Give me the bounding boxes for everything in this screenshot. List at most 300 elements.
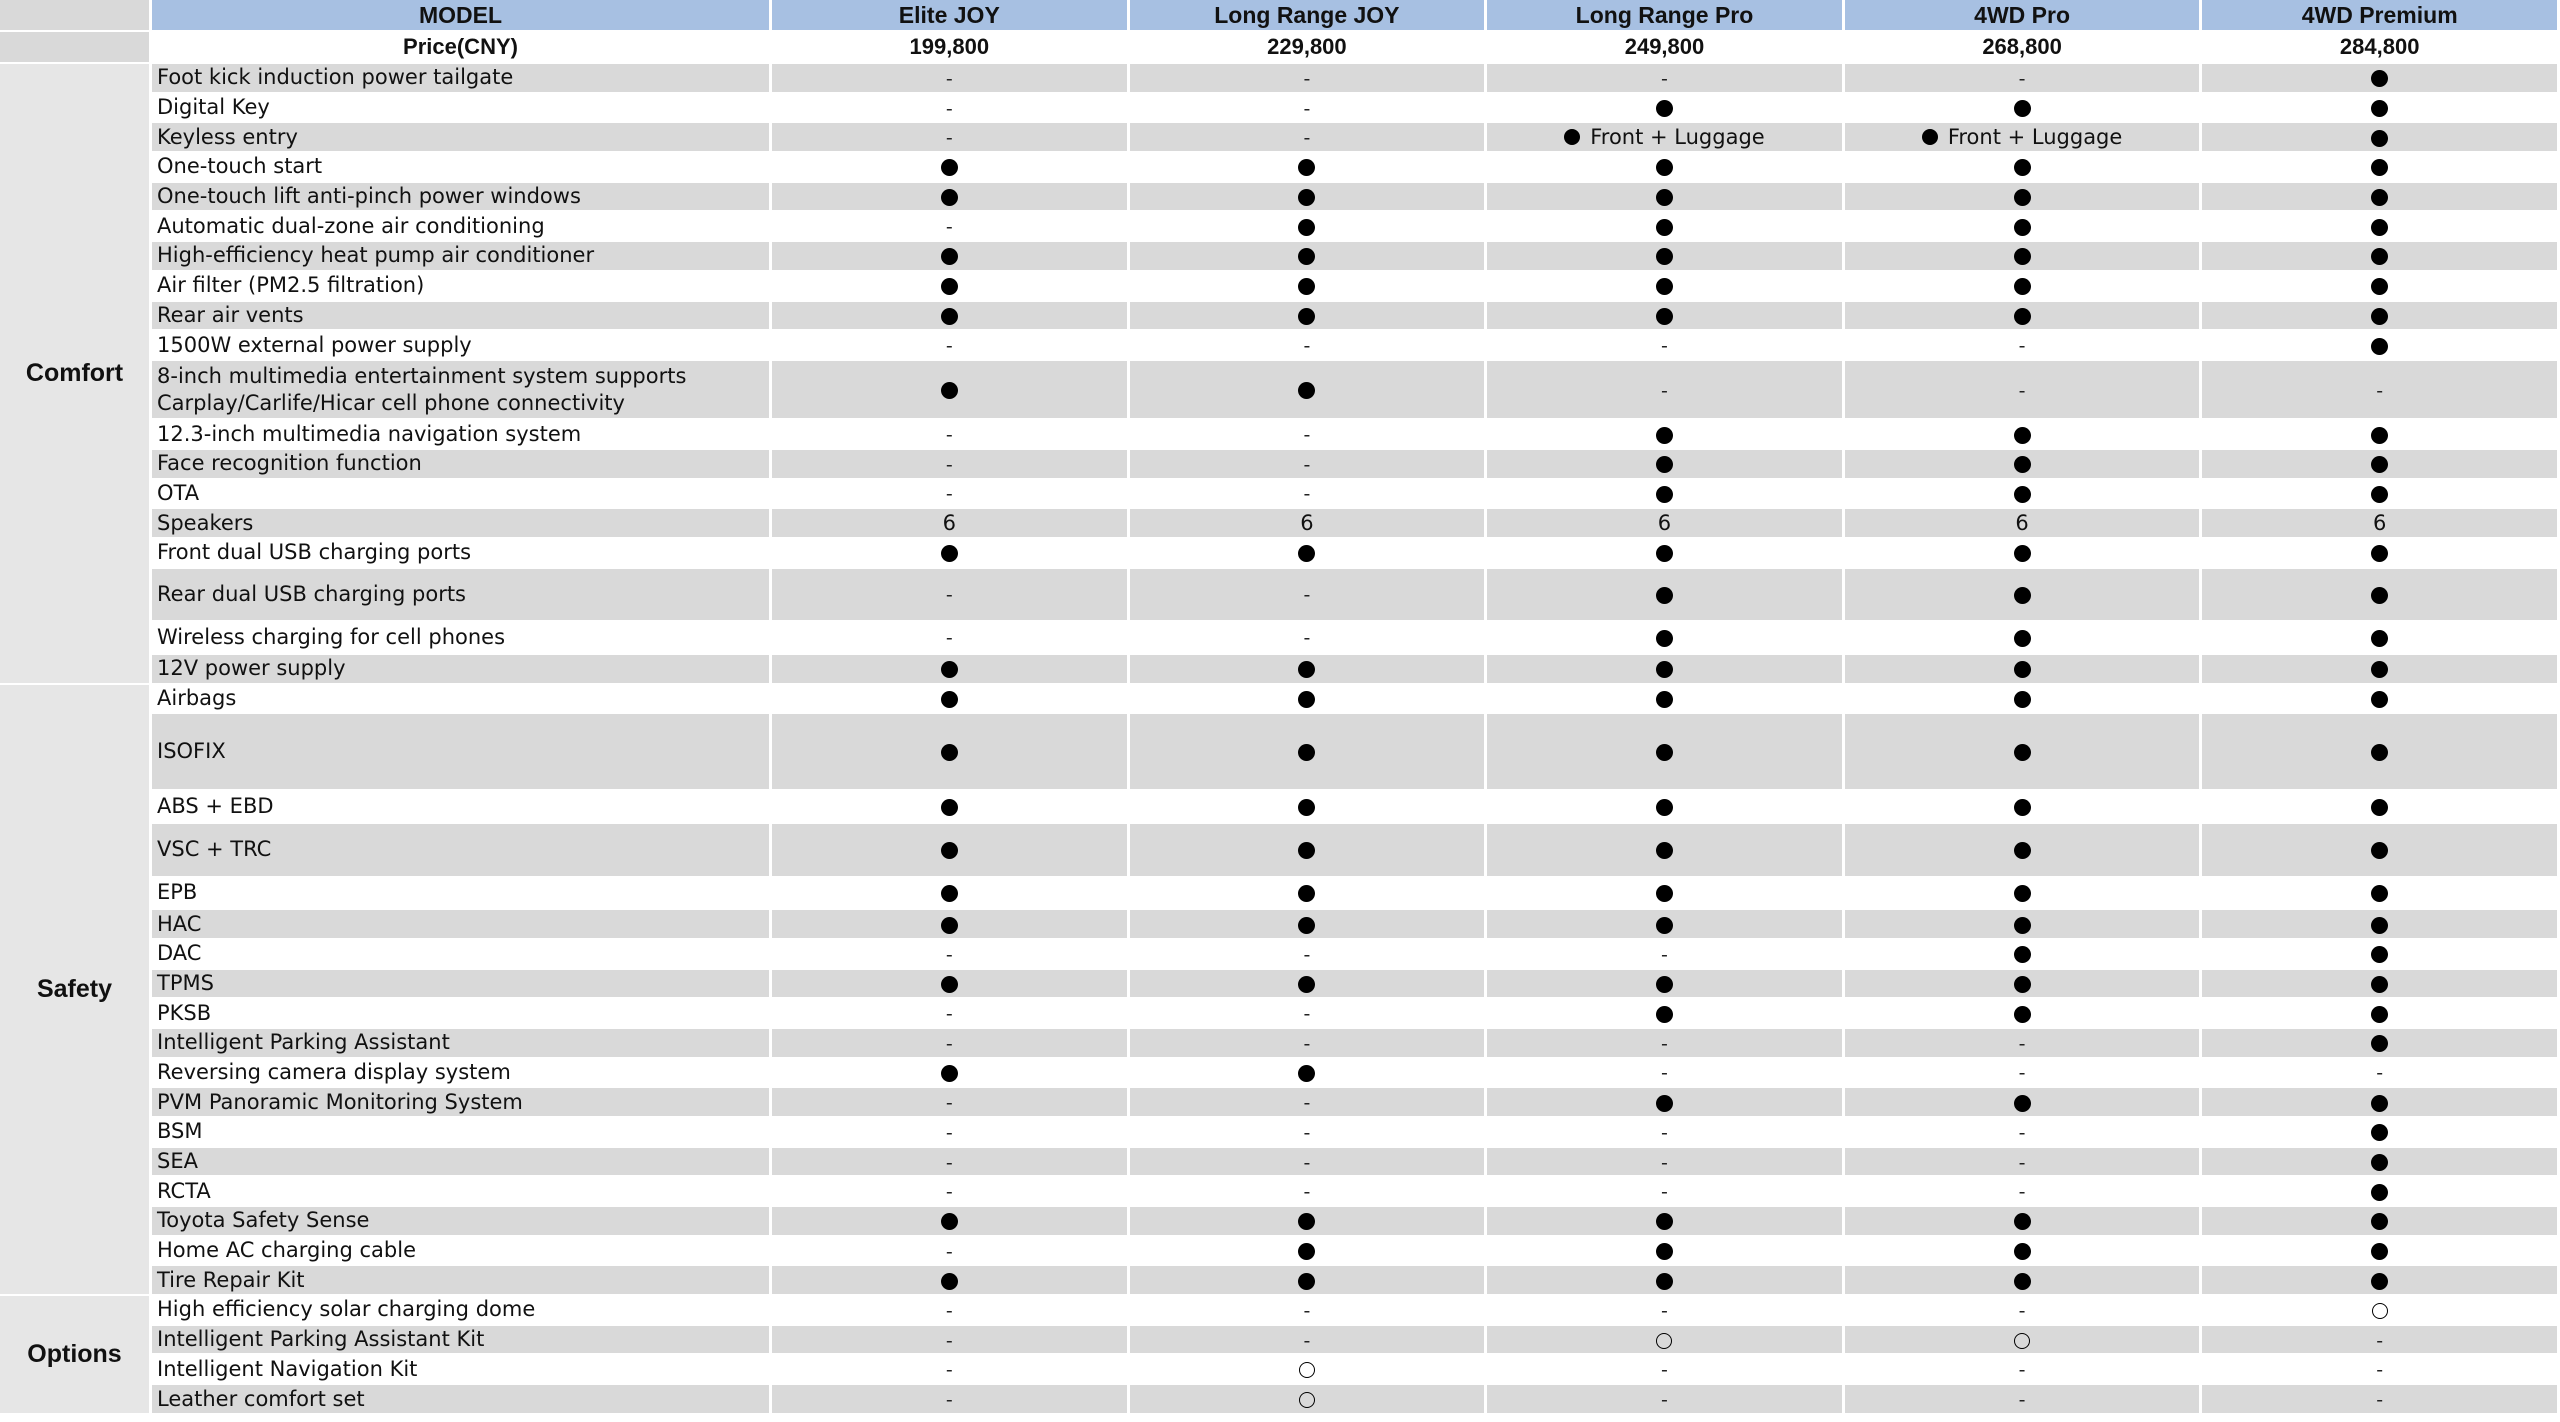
standard-dot-icon xyxy=(1298,545,1315,562)
model-header-row xyxy=(0,0,2560,32)
standard-dot-icon xyxy=(2014,661,2031,678)
standard-feature-cell xyxy=(1487,791,1845,824)
feature-row xyxy=(0,1207,2560,1237)
standard-feature-cell xyxy=(1845,824,2203,877)
not-available-cell xyxy=(772,1326,1130,1356)
standard-dot-icon xyxy=(1298,189,1315,206)
standard-feature-cell xyxy=(772,153,1130,183)
not-available-cell xyxy=(2202,1059,2560,1089)
not-available-cell xyxy=(1845,1296,2203,1326)
standard-feature-cell xyxy=(1845,212,2203,242)
feature-label: Face recognition function xyxy=(152,450,772,480)
feature-label: ABS + EBD xyxy=(152,791,772,824)
not-available-cell xyxy=(772,1148,1130,1178)
not-available-cell xyxy=(1845,331,2203,361)
standard-feature-cell xyxy=(1845,622,2203,655)
standard-feature-cell xyxy=(772,183,1130,213)
feature-label: PVM Panoramic Monitoring System xyxy=(152,1088,772,1118)
standard-dot-icon xyxy=(2014,456,2031,473)
standard-dot-icon xyxy=(2014,976,2031,993)
standard-feature-cell xyxy=(2202,183,2560,213)
value-cell xyxy=(1845,509,2203,539)
model-price: 249,800 xyxy=(1487,32,1845,64)
standard-dot-icon xyxy=(2371,917,2388,934)
model-column-label: MODEL xyxy=(152,0,772,32)
feature-label: Digital Key xyxy=(152,94,772,124)
standard-feature-cell xyxy=(1845,714,2203,791)
not-available-dash: - xyxy=(1661,1181,1668,1204)
standard-feature-cell xyxy=(1845,1266,2203,1296)
feature-row xyxy=(0,1355,2560,1385)
standard-feature-cell xyxy=(1130,1237,1488,1267)
feature-label: 12V power supply xyxy=(152,655,772,685)
feature-label: High-efficiency heat pump air conditioner xyxy=(152,242,772,272)
standard-feature-cell xyxy=(2202,212,2560,242)
not-available-dash: - xyxy=(1303,1329,1311,1352)
not-available-cell xyxy=(1130,999,1488,1029)
not-available-dash: - xyxy=(2018,1151,2026,1174)
not-available-dash: - xyxy=(1303,483,1311,506)
not-available-dash: - xyxy=(945,67,953,90)
not-available-dash: - xyxy=(1661,335,1668,358)
not-available-cell xyxy=(1487,940,1845,970)
standard-dot-icon xyxy=(1298,308,1315,325)
not-available-dash: - xyxy=(2376,1062,2384,1085)
standard-feature-cell xyxy=(1487,910,1845,940)
standard-feature-cell xyxy=(1487,622,1845,655)
standard-dot-icon xyxy=(1298,278,1315,295)
standard-dot-icon xyxy=(1656,456,1673,473)
optional-ring-icon xyxy=(2014,1333,2030,1349)
standard-dot-icon xyxy=(1656,427,1673,444)
standard-feature-cell xyxy=(1845,940,2203,970)
standard-feature-cell xyxy=(1845,94,2203,124)
standard-dot-icon xyxy=(941,1213,958,1230)
price-row xyxy=(0,32,2560,64)
standard-dot-icon xyxy=(2014,744,2031,761)
standard-feature-cell xyxy=(1845,569,2203,622)
standard-dot-icon xyxy=(1298,885,1315,902)
feature-row xyxy=(0,480,2560,510)
standard-feature-cell xyxy=(1845,655,2203,685)
standard-dot-icon xyxy=(2371,219,2388,236)
standard-dot-icon xyxy=(2371,545,2388,562)
standard-feature-cell xyxy=(2202,714,2560,791)
not-available-cell xyxy=(2202,361,2560,420)
standard-feature-cell xyxy=(1487,420,1845,450)
standard-dot-icon xyxy=(1298,1273,1315,1290)
not-available-dash: - xyxy=(1661,1062,1668,1085)
standard-feature-cell xyxy=(2202,1029,2560,1059)
standard-feature-cell xyxy=(2202,302,2560,332)
standard-feature-cell xyxy=(772,539,1130,569)
optional-feature-cell xyxy=(1130,1385,1488,1415)
standard-feature-note-cell xyxy=(1487,123,1845,153)
not-available-cell xyxy=(1487,331,1845,361)
standard-dot-icon xyxy=(1656,100,1673,117)
not-available-cell xyxy=(1130,331,1488,361)
standard-dot-icon xyxy=(941,308,958,325)
standard-feature-cell xyxy=(1130,824,1488,877)
not-available-cell xyxy=(772,94,1130,124)
standard-feature-cell xyxy=(1487,1207,1845,1237)
standard-feature-cell xyxy=(1130,655,1488,685)
not-available-cell xyxy=(772,622,1130,655)
standard-feature-cell xyxy=(1487,1088,1845,1118)
standard-dot-icon xyxy=(2371,308,2388,325)
feature-label: PKSB xyxy=(152,999,772,1029)
value-cell xyxy=(2202,509,2560,539)
price-label: Price(CNY) xyxy=(152,32,772,64)
not-available-cell xyxy=(1130,622,1488,655)
standard-feature-cell xyxy=(2202,655,2560,685)
feature-row xyxy=(0,1088,2560,1118)
feature-label: Speakers xyxy=(152,509,772,539)
not-available-dash: - xyxy=(1661,1359,1668,1382)
standard-dot-icon xyxy=(2014,219,2031,236)
standard-dot-icon xyxy=(1298,382,1315,399)
standard-feature-cell xyxy=(1130,272,1488,302)
standard-dot-icon xyxy=(2014,1243,2031,1260)
not-available-dash: - xyxy=(945,1389,953,1412)
not-available-dash: - xyxy=(945,1299,953,1322)
not-available-cell xyxy=(1845,1148,2203,1178)
standard-dot-icon xyxy=(2371,976,2388,993)
not-available-cell xyxy=(1487,1059,1845,1089)
standard-feature-cell xyxy=(1487,94,1845,124)
optional-feature-cell xyxy=(1487,1326,1845,1356)
not-available-dash: - xyxy=(945,1092,953,1115)
standard-dot-icon xyxy=(2014,1213,2031,1230)
standard-feature-cell xyxy=(1130,183,1488,213)
not-available-dash: - xyxy=(2018,1032,2026,1055)
feature-row xyxy=(0,64,2560,94)
optional-feature-cell xyxy=(1130,1355,1488,1385)
standard-feature-cell xyxy=(2202,153,2560,183)
standard-dot-icon xyxy=(1656,587,1673,604)
value-cell xyxy=(1487,509,1845,539)
standard-dot-icon xyxy=(2371,744,2388,761)
standard-feature-cell xyxy=(2202,450,2560,480)
feature-row xyxy=(0,999,2560,1029)
standard-dot-icon xyxy=(2014,917,2031,934)
not-available-cell xyxy=(772,212,1130,242)
standard-dot-icon xyxy=(941,248,958,265)
standard-feature-cell xyxy=(1845,970,2203,1000)
standard-feature-cell xyxy=(1130,791,1488,824)
not-available-dash: - xyxy=(945,1240,953,1263)
standard-dot-icon xyxy=(2371,159,2388,176)
standard-dot-icon xyxy=(2014,799,2031,816)
not-available-dash: - xyxy=(2018,67,2026,90)
category-label: Safety xyxy=(0,685,152,1297)
feature-label: VSC + TRC xyxy=(152,824,772,877)
standard-feature-cell xyxy=(2202,1148,2560,1178)
feature-label: Reversing camera display system xyxy=(152,1059,772,1089)
not-available-cell xyxy=(1487,1355,1845,1385)
feature-label: 12.3-inch multimedia navigation system xyxy=(152,420,772,450)
standard-feature-cell xyxy=(772,714,1130,791)
standard-feature-cell xyxy=(1845,242,2203,272)
feature-row xyxy=(0,569,2560,622)
model-name-header: Long Range Pro xyxy=(1487,0,1845,32)
feature-label: Automatic dual-zone air conditioning xyxy=(152,212,772,242)
not-available-dash: - xyxy=(1303,943,1311,966)
standard-dot-icon xyxy=(1656,189,1673,206)
feature-row xyxy=(0,1148,2560,1178)
standard-dot-icon xyxy=(2371,486,2388,503)
feature-row xyxy=(0,655,2560,685)
not-available-dash: - xyxy=(2376,379,2384,402)
standard-feature-cell xyxy=(772,791,1130,824)
feature-label: Wireless charging for cell phones xyxy=(152,622,772,655)
feature-row xyxy=(0,1296,2560,1326)
standard-feature-cell xyxy=(1130,1059,1488,1089)
not-available-cell xyxy=(1130,94,1488,124)
not-available-dash: - xyxy=(1303,1299,1311,1322)
not-available-dash: - xyxy=(2376,1329,2384,1352)
feature-row xyxy=(0,824,2560,877)
standard-feature-cell xyxy=(772,361,1130,420)
standard-dot-icon xyxy=(2371,1154,2388,1171)
standard-feature-cell xyxy=(1487,1266,1845,1296)
standard-feature-cell xyxy=(1845,1088,2203,1118)
model-price: 268,800 xyxy=(1845,32,2203,64)
standard-dot-icon xyxy=(2014,545,2031,562)
not-available-dash: - xyxy=(945,424,953,447)
feature-label: HAC xyxy=(152,910,772,940)
standard-dot-icon xyxy=(2014,278,2031,295)
standard-feature-cell xyxy=(1487,999,1845,1029)
standard-dot-icon xyxy=(2014,1273,2031,1290)
category-label: Options xyxy=(0,1296,152,1415)
standard-dot-icon xyxy=(941,744,958,761)
not-available-dash: - xyxy=(1661,1299,1668,1322)
feature-label: Intelligent Parking Assistant Kit xyxy=(152,1326,772,1356)
standard-feature-cell xyxy=(1487,153,1845,183)
not-available-cell xyxy=(1130,940,1488,970)
feature-label: Toyota Safety Sense xyxy=(152,1207,772,1237)
feature-value: 6 xyxy=(1657,511,1672,536)
not-available-dash: - xyxy=(945,97,953,120)
standard-feature-cell xyxy=(1130,1266,1488,1296)
feature-row xyxy=(0,1118,2560,1148)
optional-ring-icon xyxy=(1656,1333,1672,1349)
standard-dot-icon xyxy=(2371,70,2388,87)
standard-feature-note-cell xyxy=(1845,123,2203,153)
not-available-dash: - xyxy=(1661,67,1668,90)
not-available-dash: - xyxy=(945,584,953,607)
feature-label: EPB xyxy=(152,878,772,911)
standard-dot-icon xyxy=(1656,1006,1673,1023)
not-available-dash: - xyxy=(945,483,953,506)
feature-row xyxy=(0,1237,2560,1267)
standard-feature-cell xyxy=(772,272,1130,302)
feature-note-text: Front + Luggage xyxy=(1590,124,1765,149)
standard-feature-cell xyxy=(1130,685,1488,715)
feature-row xyxy=(0,242,2560,272)
feature-row xyxy=(0,272,2560,302)
not-available-cell xyxy=(2202,1385,2560,1415)
standard-feature-cell xyxy=(772,242,1130,272)
not-available-cell xyxy=(772,1118,1130,1148)
standard-dot-icon xyxy=(2014,486,2031,503)
standard-dot-icon xyxy=(1298,1243,1315,1260)
standard-feature-cell xyxy=(772,1266,1130,1296)
standard-feature-cell xyxy=(1130,212,1488,242)
not-available-dash: - xyxy=(1661,379,1668,402)
not-available-dash: - xyxy=(2018,1299,2026,1322)
standard-dot-icon xyxy=(1656,159,1673,176)
standard-dot-icon xyxy=(1656,1273,1673,1290)
standard-dot-icon xyxy=(1922,129,1938,145)
not-available-cell xyxy=(1845,1029,2203,1059)
feature-label: RCTA xyxy=(152,1177,772,1207)
feature-label: SEA xyxy=(152,1148,772,1178)
feature-row xyxy=(0,622,2560,655)
not-available-cell xyxy=(1845,64,2203,94)
value-cell xyxy=(1130,509,1488,539)
standard-feature-cell xyxy=(2202,272,2560,302)
not-available-dash: - xyxy=(945,627,953,650)
standard-dot-icon xyxy=(1656,278,1673,295)
feature-label: Keyless entry xyxy=(152,123,772,153)
standard-feature-cell xyxy=(2202,791,2560,824)
feature-label: Intelligent Parking Assistant xyxy=(152,1029,772,1059)
not-available-dash: - xyxy=(1661,1032,1668,1055)
standard-dot-icon xyxy=(2371,1273,2388,1290)
standard-dot-icon xyxy=(2014,946,2031,963)
feature-row xyxy=(0,331,2560,361)
standard-dot-icon xyxy=(1656,1243,1673,1260)
standard-feature-cell xyxy=(1845,480,2203,510)
standard-feature-cell xyxy=(1845,183,2203,213)
standard-dot-icon xyxy=(941,545,958,562)
standard-dot-icon xyxy=(1656,661,1673,678)
feature-label: TPMS xyxy=(152,970,772,1000)
not-available-dash: - xyxy=(1661,1389,1668,1412)
feature-label: BSM xyxy=(152,1118,772,1148)
not-available-dash: - xyxy=(1303,584,1311,607)
standard-feature-cell xyxy=(1487,242,1845,272)
not-available-dash: - xyxy=(1303,67,1311,90)
feature-row xyxy=(0,94,2560,124)
not-available-dash: - xyxy=(1303,1092,1311,1115)
not-available-dash: - xyxy=(2018,379,2026,402)
standard-dot-icon xyxy=(2014,630,2031,647)
feature-label: Rear dual USB charging ports xyxy=(152,569,772,622)
feature-row xyxy=(0,1029,2560,1059)
not-available-dash: - xyxy=(945,216,953,239)
not-available-cell xyxy=(772,1355,1130,1385)
feature-row xyxy=(0,153,2560,183)
standard-dot-icon xyxy=(2371,427,2388,444)
standard-dot-icon xyxy=(1656,917,1673,934)
not-available-dash: - xyxy=(1303,1003,1311,1026)
standard-dot-icon xyxy=(1656,545,1673,562)
standard-feature-cell xyxy=(1130,970,1488,1000)
not-available-cell xyxy=(1845,1059,2203,1089)
standard-feature-cell xyxy=(1487,1237,1845,1267)
not-available-dash: - xyxy=(2018,1121,2026,1144)
standard-feature-cell xyxy=(1845,539,2203,569)
standard-dot-icon xyxy=(2014,587,2031,604)
model-price: 229,800 xyxy=(1130,32,1488,64)
standard-dot-icon xyxy=(941,976,958,993)
standard-feature-cell xyxy=(1845,1237,2203,1267)
standard-feature-cell xyxy=(1487,212,1845,242)
feature-note-text: Front + Luggage xyxy=(1947,124,2123,149)
standard-feature-cell xyxy=(1487,878,1845,911)
standard-dot-icon xyxy=(941,799,958,816)
standard-feature-cell xyxy=(2202,123,2560,153)
standard-dot-icon xyxy=(1656,842,1673,859)
standard-dot-icon xyxy=(941,278,958,295)
standard-feature-cell xyxy=(2202,910,2560,940)
header-corner-cell xyxy=(0,0,152,32)
not-available-cell xyxy=(772,569,1130,622)
standard-dot-icon xyxy=(1298,219,1315,236)
not-available-dash: - xyxy=(1303,453,1311,476)
standard-feature-cell xyxy=(772,685,1130,715)
standard-dot-icon xyxy=(2014,248,2031,265)
standard-feature-cell xyxy=(1845,420,2203,450)
standard-feature-cell xyxy=(1487,183,1845,213)
not-available-dash: - xyxy=(1661,1121,1668,1144)
standard-dot-icon xyxy=(1656,1213,1673,1230)
feature-label: DAC xyxy=(152,940,772,970)
not-available-dash: - xyxy=(1303,335,1311,358)
standard-dot-icon xyxy=(2371,1184,2388,1201)
feature-label: Leather comfort set xyxy=(152,1385,772,1415)
feature-row xyxy=(0,714,2560,791)
not-available-cell xyxy=(772,1088,1130,1118)
not-available-dash: - xyxy=(945,943,953,966)
not-available-cell xyxy=(1487,1296,1845,1326)
standard-dot-icon xyxy=(2371,630,2388,647)
standard-feature-cell xyxy=(2202,539,2560,569)
not-available-cell xyxy=(772,999,1130,1029)
standard-dot-icon xyxy=(941,1065,958,1082)
not-available-cell xyxy=(1487,1177,1845,1207)
standard-dot-icon xyxy=(1656,744,1673,761)
not-available-cell xyxy=(1130,1029,1488,1059)
standard-feature-cell xyxy=(2202,1177,2560,1207)
standard-dot-icon xyxy=(2371,248,2388,265)
not-available-cell xyxy=(1487,1148,1845,1178)
price-corner-cell xyxy=(0,32,152,64)
standard-feature-cell xyxy=(772,910,1130,940)
not-available-cell xyxy=(772,331,1130,361)
standard-feature-cell xyxy=(1487,824,1845,877)
standard-dot-icon xyxy=(2371,278,2388,295)
feature-label: 8-inch multimedia entertainment system supports Carplay/Carlife/Hicar cell phone connectivity xyxy=(152,361,772,420)
standard-feature-cell xyxy=(1487,655,1845,685)
feature-value: 6 xyxy=(2015,511,2029,536)
standard-feature-cell xyxy=(1130,242,1488,272)
not-available-cell xyxy=(1845,1118,2203,1148)
standard-feature-cell xyxy=(2202,1118,2560,1148)
not-available-cell xyxy=(772,123,1130,153)
standard-dot-icon xyxy=(2371,1006,2388,1023)
standard-feature-cell xyxy=(2202,420,2560,450)
standard-feature-cell xyxy=(2202,242,2560,272)
feature-row xyxy=(0,1326,2560,1356)
not-available-dash: - xyxy=(1303,1181,1311,1204)
standard-feature-cell xyxy=(2202,940,2560,970)
standard-dot-icon xyxy=(1298,691,1315,708)
not-available-dash: - xyxy=(2018,1062,2026,1085)
